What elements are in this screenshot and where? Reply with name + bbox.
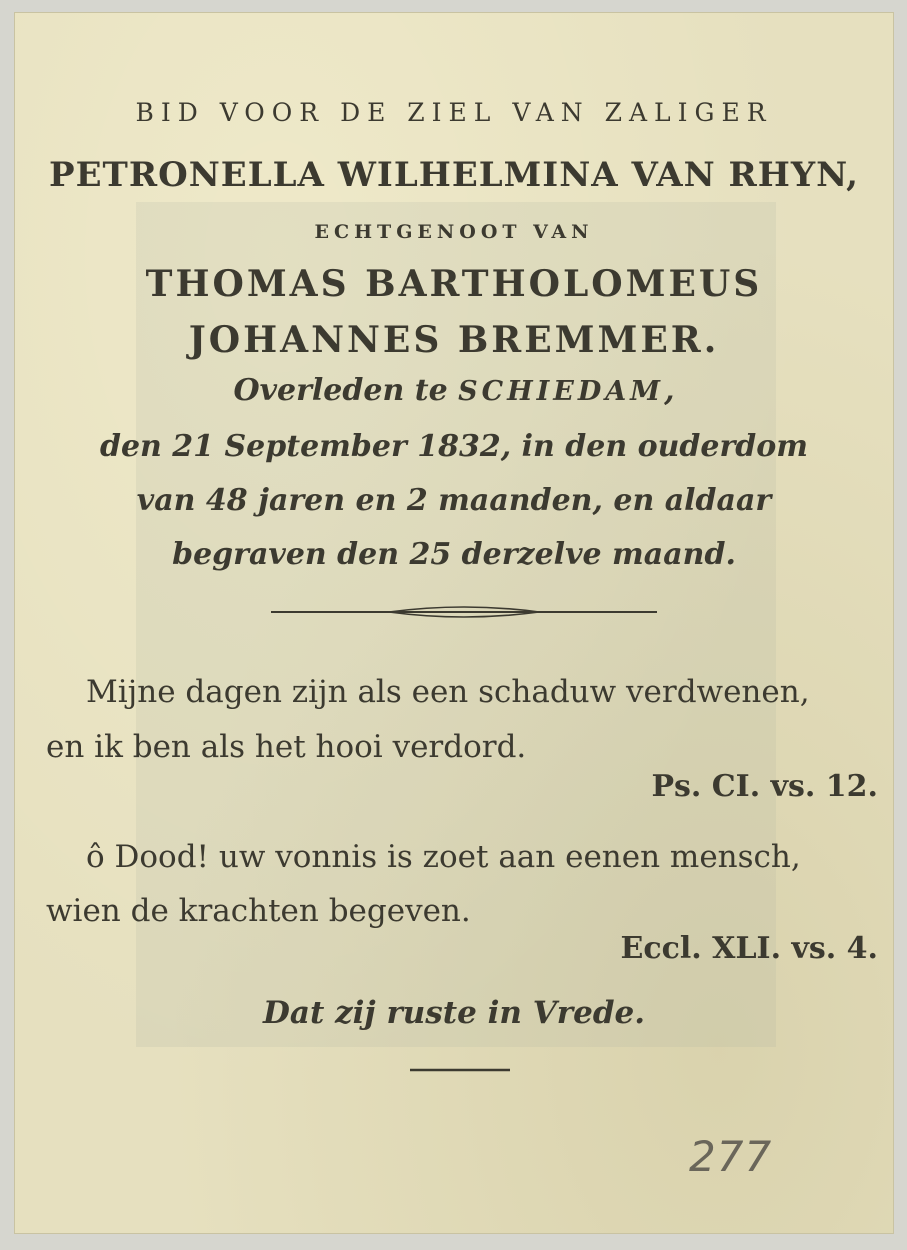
memorial-card: [14, 12, 894, 1234]
spouse-label: ECHTGENOOT VAN: [314, 221, 594, 243]
spouse-name-line1: THOMAS BARTHOLOMEUS: [145, 263, 763, 305]
death-date-line: den 21 September 1832, in den ouderdom: [99, 429, 809, 464]
verse2-line2: wien de krachten begeven.: [46, 893, 471, 929]
ornamental-divider: [269, 600, 659, 624]
verse1-line2: en ik ben als het hooi verdord.: [46, 729, 527, 765]
closing-rule: [410, 1066, 510, 1074]
archive-number: 277: [689, 1132, 773, 1181]
verse2-reference: Eccl. XLI. vs. 4.: [620, 931, 878, 966]
death-place-prefix: Overleden te: [233, 373, 459, 408]
age-line: van 48 jaren en 2 maanden, en aldaar: [136, 483, 772, 518]
deceased-name: PETRONELLA WILHELMINA VAN RHYN,: [49, 155, 859, 195]
death-place-comma: ,: [664, 373, 675, 408]
verse1-reference: Ps. CI. vs. 12.: [651, 769, 878, 804]
spouse-name-line2: JOHANNES BREMMER.: [188, 319, 720, 361]
closing-blessing: Dat zij ruste in Vrede.: [262, 995, 646, 1031]
death-place-city: SCHIEDAM: [458, 376, 665, 407]
burial-line: begraven den 25 derzelve maand.: [172, 537, 736, 572]
verse2-line1: ô Dood! uw vonnis is zoet aan eenen mensch,: [86, 839, 801, 875]
invocation-line: BID VOOR DE ZIEL VAN ZALIGER: [135, 98, 773, 127]
death-place-line: [14, 373, 894, 408]
verse1-line1: Mijne dagen zijn als een schaduw verdwenen,: [86, 674, 810, 710]
